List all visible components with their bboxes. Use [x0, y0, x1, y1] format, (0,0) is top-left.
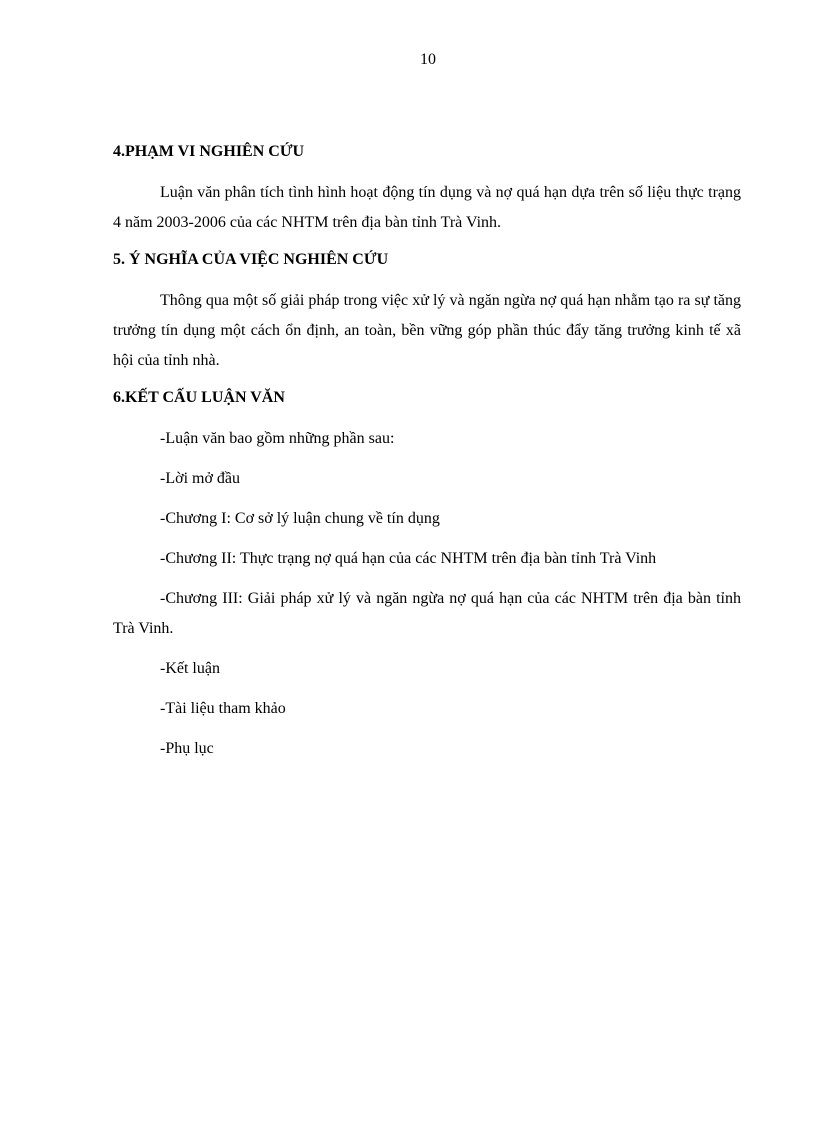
list-item: -Lời mở đầu — [160, 470, 241, 487]
section-structure — [113, 386, 741, 764]
section-significance — [113, 248, 741, 376]
section-paragraph: Luận văn phân tích tình hình hoạt động tín dụng và nợ quá hạn dựa trên số liệu thực trạng 4 năm 2003-2006 của các NHTM trên địa bàn tỉnh Trà Vinh. — [113, 184, 741, 231]
section-scope — [113, 140, 741, 238]
section-heading: 6.KẾT CẤU LUẬN VĂN — [113, 389, 285, 406]
list-item: -Kết luận — [160, 660, 220, 677]
list-item: -Luận văn bao gồm những phần sau: — [160, 430, 395, 447]
structure-list — [113, 424, 741, 764]
section-paragraph: Thông qua một số giải pháp trong việc xử lý và ngăn ngừa nợ quá hạn nhằm tạo ra sự tăng trưởng tín dụng một cách ổn định, an toàn, bền vững góp phần thúc đẩy tăng trưởng kinh tế xã hội của tỉnh nhà. — [113, 292, 741, 369]
section-heading: 4.PHẠM VI NGHIÊN CỨU — [113, 143, 305, 160]
list-item: -Tài liệu tham khảo — [160, 700, 286, 717]
list-item: -Chương III: Giải pháp xử lý và ngăn ngừa nợ quá hạn của các NHTM trên địa bàn tỉnh Trà Vinh. — [113, 590, 741, 637]
section-heading: 5. Ý NGHĨA CỦA VIỆC NGHIÊN CỨU — [113, 251, 389, 268]
list-item: -Phụ lục — [160, 740, 214, 757]
list-item: -Chương I: Cơ sở lý luận chung về tín dụng — [160, 510, 440, 527]
document-body — [113, 140, 741, 774]
list-item: -Chương II: Thực trạng nợ quá hạn của các NHTM trên địa bàn tỉnh Trà Vinh — [160, 550, 657, 567]
page-number: 10 — [420, 51, 436, 68]
